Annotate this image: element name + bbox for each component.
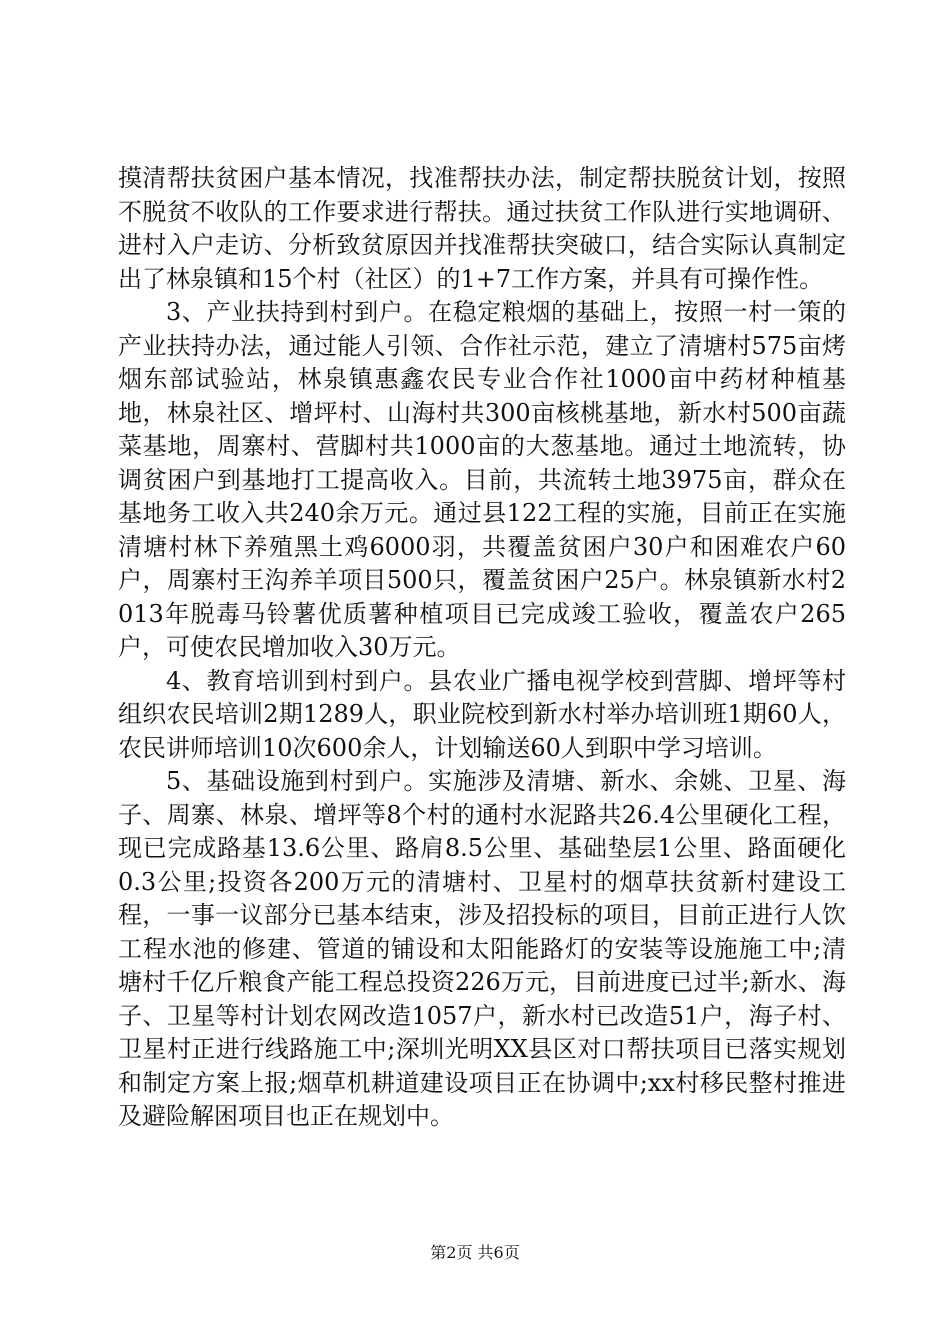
- page-number-footer: 第2页 共6页: [430, 1243, 520, 1262]
- paragraph-education-training: 4、教育培训到村到户。县农业广播电视学校到营脚、增坪等村组织农民培训2期1289人，职业院校到新水村举办培训班1期60人，农民讲师培训10次600余人，计划输送60人到职中学习培训。: [118, 666, 846, 762]
- document-body: [118, 162, 846, 1134]
- paragraph-infrastructure: 5、基础设施到村到户。实施涉及清塘、新水、余姚、卫星、海子、周寨、林泉、增坪等8个村的通村水泥路共26.4公里硬化工程，现已完成路基13.6公里、路肩8.5公里、基础垫层1公里、路面硬化0.3公里;投资各200万元的清塘村、卫星村的烟草扶贫新村建设工程，一事一议部分已基本结束，涉及招投标的项目，目前正进行人饮工程水池的修建、管道的铺设和太阳能路灯的安装等设施施工中;清塘村千亿斤粮食产能工程总投资226万元，目前进度已过半;新水、海子、卫星等村计划农网改造1057户，新水村已改造51户，海子村、卫星村正进行线路施工中;深圳光明XX县区对口帮扶项目已落实规划和制定方案上报;烟草机耕道建设项目正在协调中;xx村移民整村推进及避险解困项目也正在规划中。: [118, 767, 846, 1130]
- paragraph-industry-support: 3、产业扶持到村到户。在稳定粮烟的基础上，按照一村一策的产业扶持办法，通过能人引领、合作社示范，建立了清塘村575亩烤烟东部试验站，林泉镇惠鑫农民专业合作社1000亩中药材种植基地，林泉社区、增坪村、山海村共300亩核桃基地，新水村500亩蔬菜基地，周寨村、营脚村共1000亩的大葱基地。通过土地流转，协调贫困户到基地打工提高收入。目前，共流转土地3975亩，群众在基地务工收入共240余万元。通过县122工程的实施，目前正在实施清塘村林下养殖黑土鸡6000羽，共覆盖贫困户30户和困难农户60户，周寨村王沟养羊项目500只，覆盖贫困户25户。林泉镇新水村2013年脱毒马铃薯优质薯种植项目已完成竣工验收，覆盖农户265户，可使农民增加收入30万元。: [118, 298, 846, 661]
- paragraph-intro: 摸清帮扶贫困户基本情况，找准帮扶办法，制定帮扶脱贫计划，按照不脱贫不收队的工作要求进行帮扶。通过扶贫工作队进行实地调研、进村入户走访、分析致贫原因并找准帮扶突破口，结合实际认真制定出了林泉镇和15个村（社区）的1+7工作方案，并具有可操作性。: [118, 164, 846, 293]
